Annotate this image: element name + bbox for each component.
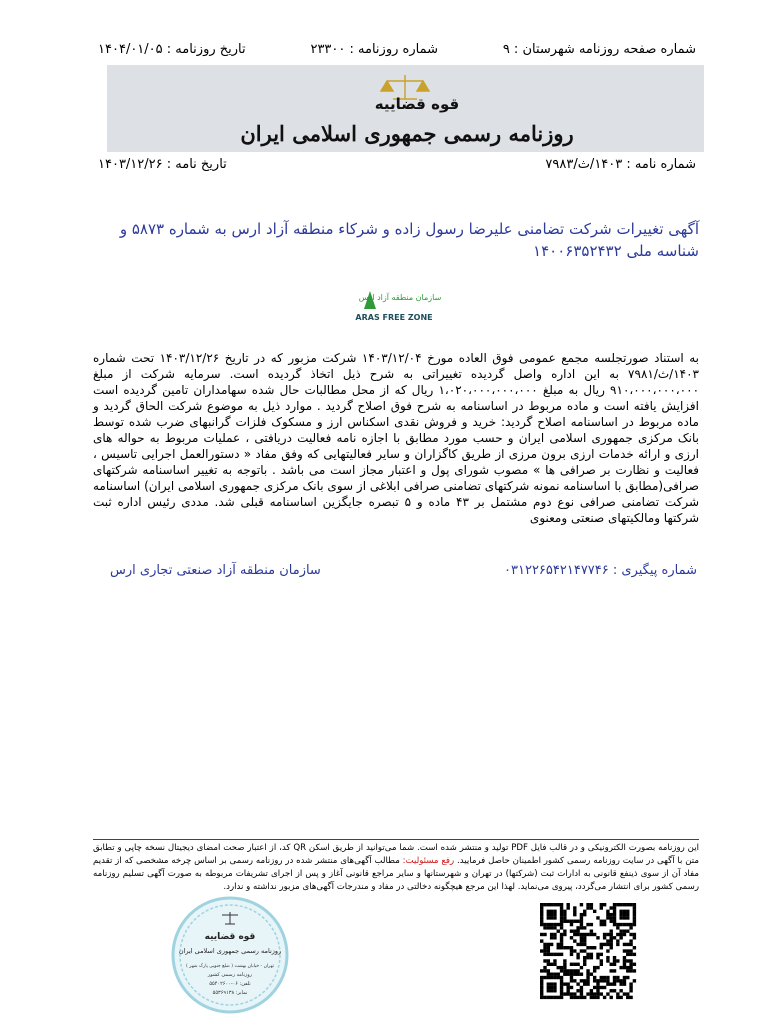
notice-body: به استناد صورتجلسه مجمع عمومی فوق العاده مورخ ۱۴۰۳/۱۲/۰۴ شرکت مزبور که در تاریخ ۱۴۰۳/۱۲/۲۶ تحت شماره ۱۴۰۳/ث/۷۹۸۱ به این اداره واصل گردیده تغییراتی به شرح ذیل اتخاذ گردیده است. سرمایه شرکت از مبلغ ۹۱۰،۰۰۰،۰۰۰،۰۰۰ ریال به مبلغ ۱،۰۲۰،۰۰۰،۰۰۰،۰۰۰ ریال که از محل مطالبات حال شده سهامداران تامین گردیده است افزایش یافته است و ماده مربوط در اساسنامه به شرح فوق اصلاح گردید . موارد ذیل به موضوع شرکت الحاق گردید و ماده مربوط در اساسنامه اصلاح گردید: خرید و فروش نقدی اسکناس ارز و مسکوک فلزات گرانبهای ضرب شده توسط بانک مرکزی جمهوری اسلامی ایران و حسب مورد مطابق با اجازه نامه فعالیت دریافتی ، عملیات مربوط به حواله های ارزی و ارائه خدمات ارزی برون مرزی از طریق کاگزاران و سایر فعالیتهایی که وفق مفاد « دستورالعمل اجرایی تاسیس ، فعالیت و نظارت بر صرافی ها » مصوب شورای پول و اعتبار مجاز است می باشد . باتوجه به تغییر اساسنامه شرکتهای صرافی(مطابق با اساسنامه نمونه شرکتهای تضامنی صرافی ابلاغی از سوی بانک مرکزی جمهوری اسلامی ایران) اساسنامه شرکت تضامنی صرافی نوع دوم مشتمل بر ۴۳ ماده و ۵ تبصره جایگزین اساسنامه قبلی شد. مددی رئیس اداره ثبت شرکتها ومالکیتهای صنعتی ومعنوی (93, 351, 700, 525)
seal-address: تهران - خیابان بهشت ( ضلع جنوبی پارک شهر ) (186, 964, 274, 969)
qr-code-icon (540, 903, 636, 999)
issue-date-label: تاریخ روزنامه : ۱۴۰۴/۰۱/۰۵ (98, 42, 246, 57)
aras-logo-fa-text: سازمان منطقه آزاد ارس (358, 293, 442, 302)
aras-free-zone-logo (355, 283, 442, 325)
masthead-judiciary-text: قوه قضاییه (374, 95, 460, 113)
page-number-label: شماره صفحه روزنامه شهرستان : ۹ (502, 42, 696, 57)
footer-divider (93, 839, 699, 840)
official-seal (170, 895, 290, 1015)
letter-row (98, 157, 696, 172)
masthead-newspaper-name: روزنامه رسمی جمهوری اسلامی ایران (240, 121, 574, 146)
masthead-emblem-icon (107, 65, 704, 152)
seal-fax: نمابر: ۵۵۳۶۹۱۳۸ (212, 990, 248, 996)
seal-phone: تلفن: ۰۶-۵۵۴۰۲۶۰۰ (209, 981, 251, 987)
seal-title-1: قوه قضاییه (204, 932, 256, 942)
letter-date-label: تاریخ نامه : ۱۴۰۳/۱۲/۲۶ (98, 157, 227, 172)
seal-title-2: روزنامه رسمی جمهوری اسلامی ایران (178, 947, 282, 955)
organization-name: سازمان منطقه آزاد صنعتی تجاری ارس (110, 563, 321, 578)
notice-title: آگهی تغییرات شرکت تضامنی علیرضا رسول زاده و شرکاء منطقه آزاد ارس به شماره ۵۸۷۳ و شناسه ملی ۱۴۰۰۶۳۵۲۴۳۲ (119, 220, 699, 260)
qr-code[interactable] (540, 903, 636, 999)
header-row (98, 42, 696, 57)
letter-number-label: شماره نامه : ۱۴۰۳/ث/۷۹۸۳ (545, 157, 696, 172)
seal-org: روزنامه رسمی کشور (207, 972, 253, 978)
footer-text (93, 842, 699, 894)
tracking-number: شماره پیگیری : ۰۳۱۲۲۶۵۴۲۱۴۷۷۴۶ (504, 563, 697, 578)
footer-line-2: مطالب آگهی‌های منتشر شده در روزنامه رسمی بر اساس چرخه مشخصی که از تقدیم مفاد آن از سوی ذینفع قانونی به ادارات ثبت (شرکتها) در تهران و شهرستانها و سایر مراجع قانونی آغاز و پس از اجرای تشریفات مربوطه به صورت آگهی تسلیم روزنامه رسمی کشور برای انتشار می‌گردد، پیروی می‌نماید. لهذا این مرجع هیچگونه دخالتی در مفاد و مندرجات آگهی‌های مزبور نداشته و ندارد. (93, 856, 699, 892)
footer-line-1: این روزنامه بصورت الکترونیکی و در قالب فایل PDF تولید و منتشر شده است. شما می‌توانید از طریق اسکن QR کد، از اعتبار صحت امضای دیجیتال نسخه چاپی و تطابق متن با آگهی در سایت روزنامه رسمی کشور اطمینان حاصل فرمایید. (93, 843, 699, 866)
issue-number-label: شماره روزنامه : ۲۳۳۰۰ (310, 42, 438, 57)
footer-disclaimer-label: رفع مسئولیت: (402, 856, 455, 866)
masthead-logo (107, 65, 704, 152)
aras-logo-en-text: ARAS FREE ZONE (355, 313, 433, 322)
